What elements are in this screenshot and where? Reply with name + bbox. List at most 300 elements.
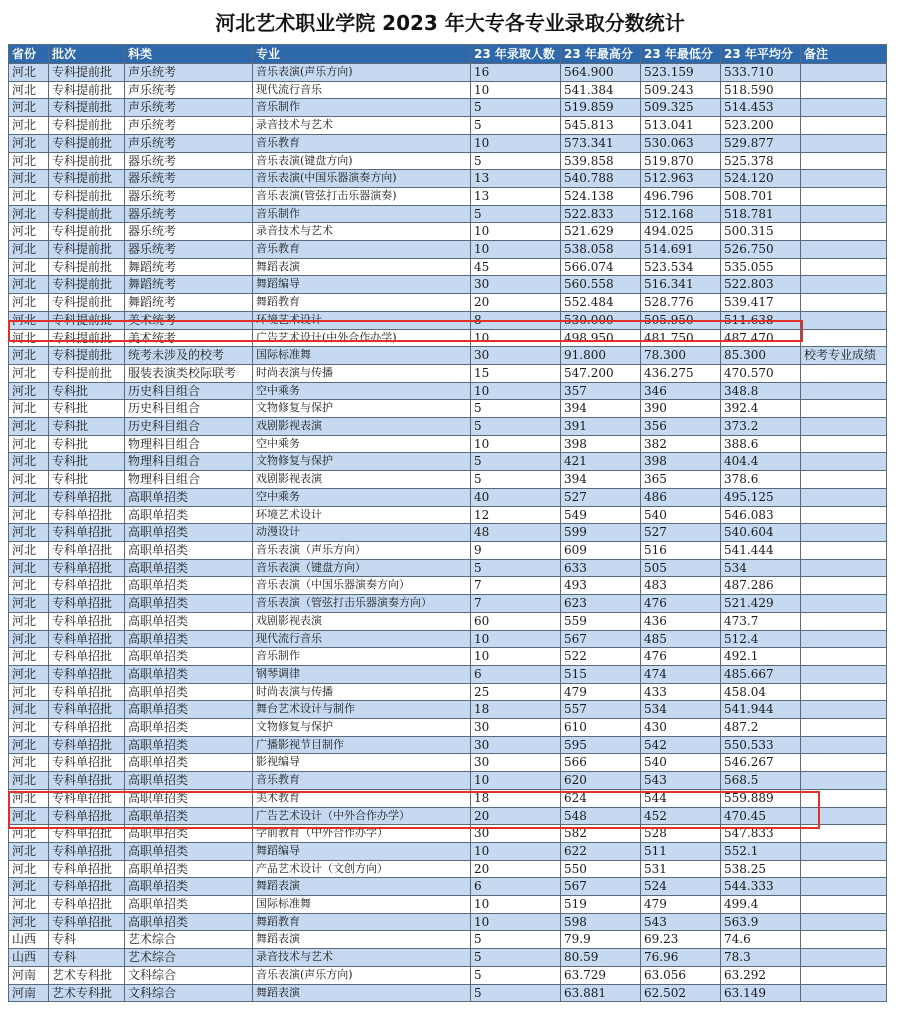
cell-enrolled: 5: [471, 949, 561, 967]
cell-enrolled: 13: [471, 187, 561, 205]
cell-category: 器乐统考: [125, 152, 253, 170]
cell-max-score: 530.000: [561, 311, 641, 329]
cell-remarks: [801, 736, 887, 754]
cell-avg-score: 470.570: [721, 364, 801, 382]
cell-avg-score: 378.6: [721, 471, 801, 489]
cell-batch: 专科批: [49, 400, 125, 418]
cell-avg-score: 546.267: [721, 754, 801, 772]
cell-enrolled: 25: [471, 683, 561, 701]
cell-min-score: 78.300: [641, 347, 721, 365]
cell-category: 高职单招类: [125, 506, 253, 524]
cell-min-score: 62.502: [641, 984, 721, 1002]
cell-batch: 专科: [49, 931, 125, 949]
cell-batch: 专科单招批: [49, 719, 125, 737]
table-row: [9, 471, 887, 489]
cell-province: 河北: [9, 241, 49, 259]
cell-batch: 专科批: [49, 418, 125, 436]
cell-max-score: 598: [561, 913, 641, 931]
cell-max-score: 609: [561, 541, 641, 559]
cell-max-score: 595: [561, 736, 641, 754]
cell-max-score: 566: [561, 754, 641, 772]
cell-province: 河北: [9, 471, 49, 489]
cell-category: 历史科目组合: [125, 400, 253, 418]
cell-enrolled: 18: [471, 789, 561, 807]
column-header-min-score: 23 年最低分: [641, 45, 721, 64]
cell-category: 统考未涉及的校考: [125, 347, 253, 365]
cell-province: 河北: [9, 896, 49, 914]
cell-remarks: [801, 984, 887, 1002]
cell-category: 历史科目组合: [125, 418, 253, 436]
table-row: [9, 311, 887, 329]
cell-max-score: 582: [561, 825, 641, 843]
cell-remarks: [801, 453, 887, 471]
table-row: [9, 896, 887, 914]
cell-max-score: 519: [561, 896, 641, 914]
cell-remarks: [801, 205, 887, 223]
cell-category: 声乐统考: [125, 117, 253, 135]
cell-province: 河北: [9, 736, 49, 754]
cell-province: 河北: [9, 541, 49, 559]
cell-batch: 专科单招批: [49, 630, 125, 648]
cell-enrolled: 5: [471, 471, 561, 489]
cell-avg-score: 538.25: [721, 860, 801, 878]
cell-batch: 专科单招批: [49, 878, 125, 896]
cell-remarks: [801, 559, 887, 577]
table-row: [9, 701, 887, 719]
cell-category: 高职单招类: [125, 842, 253, 860]
admission-score-table: [8, 44, 886, 1002]
table-row: [9, 860, 887, 878]
cell-enrolled: 16: [471, 64, 561, 82]
cell-min-score: 543: [641, 772, 721, 790]
cell-min-score: 476: [641, 648, 721, 666]
cell-category: 高职单招类: [125, 630, 253, 648]
cell-avg-score: 388.6: [721, 435, 801, 453]
cell-max-score: 610: [561, 719, 641, 737]
cell-major: 音乐表演（中国乐器演奏方向）: [253, 577, 471, 595]
cell-avg-score: 525.378: [721, 152, 801, 170]
cell-max-score: 394: [561, 471, 641, 489]
cell-max-score: 549: [561, 506, 641, 524]
cell-batch: 专科单招批: [49, 595, 125, 613]
cell-max-score: 421: [561, 453, 641, 471]
table-row: [9, 931, 887, 949]
cell-remarks: [801, 595, 887, 613]
cell-remarks: [801, 81, 887, 99]
cell-province: 河北: [9, 311, 49, 329]
cell-max-score: 80.59: [561, 949, 641, 967]
cell-category: 高职单招类: [125, 878, 253, 896]
cell-batch: 专科提前批: [49, 294, 125, 312]
cell-remarks: [801, 187, 887, 205]
cell-enrolled: 5: [471, 966, 561, 984]
cell-batch: 专科单招批: [49, 665, 125, 683]
table-row: [9, 772, 887, 790]
cell-min-score: 512.963: [641, 170, 721, 188]
cell-batch: 专科单招批: [49, 736, 125, 754]
cell-remarks: [801, 506, 887, 524]
cell-major: 舞蹈表演: [253, 931, 471, 949]
cell-province: 河北: [9, 612, 49, 630]
cell-batch: 专科提前批: [49, 311, 125, 329]
cell-enrolled: 60: [471, 612, 561, 630]
cell-major: 现代流行音乐: [253, 630, 471, 648]
cell-min-score: 63.056: [641, 966, 721, 984]
column-header-enrolled: 23 年录取人数: [471, 45, 561, 64]
table-body: [9, 64, 887, 1002]
cell-category: 高职单招类: [125, 913, 253, 931]
cell-min-score: 494.025: [641, 223, 721, 241]
cell-enrolled: 7: [471, 595, 561, 613]
cell-remarks: [801, 364, 887, 382]
cell-major: 国际标准舞: [253, 347, 471, 365]
cell-min-score: 483: [641, 577, 721, 595]
cell-remarks: [801, 99, 887, 117]
column-header-avg-score: 23 年平均分: [721, 45, 801, 64]
cell-province: 河北: [9, 435, 49, 453]
cell-batch: 专科提前批: [49, 134, 125, 152]
cell-avg-score: 526.750: [721, 241, 801, 259]
cell-max-score: 567: [561, 630, 641, 648]
cell-enrolled: 10: [471, 842, 561, 860]
cell-batch: 专科单招批: [49, 683, 125, 701]
cell-category: 声乐统考: [125, 99, 253, 117]
cell-province: 河北: [9, 825, 49, 843]
cell-province: 河北: [9, 754, 49, 772]
cell-batch: 专科单招批: [49, 842, 125, 860]
cell-max-score: 522: [561, 648, 641, 666]
cell-min-score: 523.534: [641, 258, 721, 276]
cell-enrolled: 5: [471, 931, 561, 949]
cell-batch: 艺术专科批: [49, 966, 125, 984]
cell-major: 文物修复与保护: [253, 400, 471, 418]
cell-remarks: [801, 754, 887, 772]
cell-remarks: [801, 966, 887, 984]
cell-max-score: 559: [561, 612, 641, 630]
cell-province: 山西: [9, 949, 49, 967]
cell-batch: 专科提前批: [49, 81, 125, 99]
cell-province: 河北: [9, 329, 49, 347]
cell-min-score: 512.168: [641, 205, 721, 223]
cell-category: 器乐统考: [125, 241, 253, 259]
cell-min-score: 346: [641, 382, 721, 400]
cell-enrolled: 18: [471, 701, 561, 719]
cell-enrolled: 30: [471, 736, 561, 754]
cell-avg-score: 473.7: [721, 612, 801, 630]
table-row: [9, 648, 887, 666]
column-header-category: 科类: [125, 45, 253, 64]
cell-province: 河北: [9, 524, 49, 542]
cell-batch: 专科单招批: [49, 488, 125, 506]
cell-category: 高职单招类: [125, 648, 253, 666]
table-row: [9, 577, 887, 595]
cell-remarks: [801, 134, 887, 152]
table-row: [9, 400, 887, 418]
cell-min-score: 365: [641, 471, 721, 489]
cell-enrolled: 10: [471, 435, 561, 453]
cell-enrolled: 5: [471, 559, 561, 577]
table-row: [9, 152, 887, 170]
cell-min-score: 511: [641, 842, 721, 860]
table-row: [9, 506, 887, 524]
table-row: [9, 878, 887, 896]
cell-province: 河北: [9, 294, 49, 312]
cell-enrolled: 40: [471, 488, 561, 506]
cell-avg-score: 550.533: [721, 736, 801, 754]
cell-remarks: [801, 524, 887, 542]
cell-major: 音乐制作: [253, 205, 471, 223]
cell-max-score: 493: [561, 577, 641, 595]
cell-avg-score: 495.125: [721, 488, 801, 506]
cell-batch: 专科单招批: [49, 506, 125, 524]
cell-avg-score: 487.470: [721, 329, 801, 347]
table-row: [9, 984, 887, 1002]
cell-major: 舞蹈编导: [253, 276, 471, 294]
cell-remarks: [801, 648, 887, 666]
cell-max-score: 521.629: [561, 223, 641, 241]
cell-major: 文物修复与保护: [253, 453, 471, 471]
cell-min-score: 524: [641, 878, 721, 896]
cell-category: 高职单招类: [125, 665, 253, 683]
cell-avg-score: 546.083: [721, 506, 801, 524]
cell-major: 空中乘务: [253, 382, 471, 400]
cell-major: 舞蹈教育: [253, 294, 471, 312]
cell-category: 文科综合: [125, 966, 253, 984]
cell-avg-score: 500.315: [721, 223, 801, 241]
cell-category: 物理科目组合: [125, 471, 253, 489]
cell-avg-score: 547.833: [721, 825, 801, 843]
cell-remarks: [801, 577, 887, 595]
cell-province: 河北: [9, 506, 49, 524]
cell-avg-score: 392.4: [721, 400, 801, 418]
cell-batch: 专科提前批: [49, 241, 125, 259]
cell-avg-score: 535.055: [721, 258, 801, 276]
cell-enrolled: 7: [471, 577, 561, 595]
table-row: [9, 117, 887, 135]
cell-category: 高职单招类: [125, 683, 253, 701]
cell-province: 河北: [9, 453, 49, 471]
table-row: [9, 205, 887, 223]
cell-category: 高职单招类: [125, 896, 253, 914]
cell-min-score: 531: [641, 860, 721, 878]
cell-province: 河北: [9, 842, 49, 860]
cell-enrolled: 10: [471, 134, 561, 152]
cell-remarks: [801, 382, 887, 400]
cell-category: 声乐统考: [125, 64, 253, 82]
cell-avg-score: 78.3: [721, 949, 801, 967]
cell-max-score: 398: [561, 435, 641, 453]
cell-min-score: 485: [641, 630, 721, 648]
cell-batch: 艺术专科批: [49, 984, 125, 1002]
cell-batch: 专科单招批: [49, 789, 125, 807]
table-row: [9, 736, 887, 754]
cell-avg-score: 533.710: [721, 64, 801, 82]
cell-avg-score: 492.1: [721, 648, 801, 666]
cell-min-score: 509.243: [641, 81, 721, 99]
cell-batch: 专科单招批: [49, 701, 125, 719]
column-header-max-score: 23 年最高分: [561, 45, 641, 64]
cell-remarks: [801, 541, 887, 559]
cell-avg-score: 63.149: [721, 984, 801, 1002]
cell-batch: 专科批: [49, 435, 125, 453]
cell-major: 音乐表演(管弦打击乐器演奏): [253, 187, 471, 205]
cell-enrolled: 5: [471, 453, 561, 471]
cell-enrolled: 30: [471, 347, 561, 365]
cell-category: 美术统考: [125, 329, 253, 347]
table-row: [9, 329, 887, 347]
cell-remarks: [801, 630, 887, 648]
cell-avg-score: 373.2: [721, 418, 801, 436]
cell-category: 高职单招类: [125, 595, 253, 613]
cell-remarks: [801, 64, 887, 82]
cell-category: 声乐统考: [125, 134, 253, 152]
table-row: [9, 435, 887, 453]
cell-max-score: 357: [561, 382, 641, 400]
cell-max-score: 479: [561, 683, 641, 701]
cell-batch: 专科单招批: [49, 860, 125, 878]
cell-province: 河北: [9, 400, 49, 418]
cell-remarks: [801, 807, 887, 825]
cell-min-score: 76.96: [641, 949, 721, 967]
table-row: [9, 187, 887, 205]
cell-major: 舞蹈教育: [253, 913, 471, 931]
cell-avg-score: 508.701: [721, 187, 801, 205]
cell-enrolled: 10: [471, 648, 561, 666]
cell-remarks: [801, 435, 887, 453]
cell-batch: 专科单招批: [49, 648, 125, 666]
cell-category: 高职单招类: [125, 577, 253, 595]
cell-category: 艺术综合: [125, 931, 253, 949]
cell-max-score: 63.881: [561, 984, 641, 1002]
cell-max-score: 522.833: [561, 205, 641, 223]
cell-avg-score: 514.453: [721, 99, 801, 117]
cell-category: 高职单招类: [125, 488, 253, 506]
cell-enrolled: 13: [471, 170, 561, 188]
cell-major: 音乐制作: [253, 99, 471, 117]
cell-batch: 专科单招批: [49, 559, 125, 577]
cell-remarks: [801, 488, 887, 506]
cell-min-score: 486: [641, 488, 721, 506]
cell-max-score: 498.950: [561, 329, 641, 347]
cell-min-score: 544: [641, 789, 721, 807]
cell-province: 河北: [9, 665, 49, 683]
cell-min-score: 505: [641, 559, 721, 577]
cell-category: 高职单招类: [125, 772, 253, 790]
cell-enrolled: 20: [471, 860, 561, 878]
cell-remarks: 校考专业成绩: [801, 347, 887, 365]
cell-batch: 专科提前批: [49, 329, 125, 347]
cell-category: 高职单招类: [125, 825, 253, 843]
cell-avg-score: 512.4: [721, 630, 801, 648]
table-row: [9, 595, 887, 613]
cell-province: 河北: [9, 683, 49, 701]
cell-major: 音乐教育: [253, 241, 471, 259]
cell-max-score: 540.788: [561, 170, 641, 188]
cell-remarks: [801, 949, 887, 967]
cell-enrolled: 5: [471, 152, 561, 170]
cell-avg-score: 541.944: [721, 701, 801, 719]
cell-province: 河北: [9, 187, 49, 205]
table-row: [9, 258, 887, 276]
cell-remarks: [801, 860, 887, 878]
cell-min-score: 519.870: [641, 152, 721, 170]
cell-category: 高职单招类: [125, 612, 253, 630]
cell-category: 服装表演类校际联考: [125, 364, 253, 382]
column-header-batch: 批次: [49, 45, 125, 64]
cell-category: 物理科目组合: [125, 435, 253, 453]
cell-province: 河北: [9, 99, 49, 117]
table-row: [9, 825, 887, 843]
cell-min-score: 513.041: [641, 117, 721, 135]
cell-major: 录音技术与艺术: [253, 117, 471, 135]
cell-major: 音乐教育: [253, 772, 471, 790]
cell-major: 学前教育（中外合作办学）: [253, 825, 471, 843]
cell-remarks: [801, 825, 887, 843]
cell-remarks: [801, 400, 887, 418]
cell-remarks: [801, 896, 887, 914]
cell-major: 音乐表演(键盘方向): [253, 152, 471, 170]
cell-major: 时尚表演与传播: [253, 364, 471, 382]
cell-category: 高职单招类: [125, 541, 253, 559]
cell-batch: 专科提前批: [49, 187, 125, 205]
cell-major: 环境艺术设计: [253, 506, 471, 524]
cell-max-score: 633: [561, 559, 641, 577]
cell-enrolled: 20: [471, 807, 561, 825]
cell-avg-score: 540.604: [721, 524, 801, 542]
table-row: [9, 99, 887, 117]
cell-batch: 专科单招批: [49, 913, 125, 931]
cell-remarks: [801, 276, 887, 294]
cell-category: 高职单招类: [125, 789, 253, 807]
cell-avg-score: 348.8: [721, 382, 801, 400]
cell-batch: 专科单招批: [49, 825, 125, 843]
cell-remarks: [801, 170, 887, 188]
cell-major: 戏剧影视表演: [253, 612, 471, 630]
cell-min-score: 534: [641, 701, 721, 719]
table-row: [9, 559, 887, 577]
cell-province: 河北: [9, 772, 49, 790]
table-row: [9, 754, 887, 772]
table-row: [9, 170, 887, 188]
cell-enrolled: 20: [471, 294, 561, 312]
table-row: [9, 241, 887, 259]
cell-remarks: [801, 329, 887, 347]
cell-major: 录音技术与艺术: [253, 949, 471, 967]
cell-major: 舞蹈表演: [253, 984, 471, 1002]
cell-enrolled: 6: [471, 665, 561, 683]
cell-province: 河北: [9, 258, 49, 276]
table-row: [9, 364, 887, 382]
cell-province: 河北: [9, 418, 49, 436]
cell-min-score: 390: [641, 400, 721, 418]
cell-avg-score: 404.4: [721, 453, 801, 471]
cell-province: 河北: [9, 81, 49, 99]
cell-min-score: 540: [641, 754, 721, 772]
cell-province: 河北: [9, 152, 49, 170]
cell-min-score: 382: [641, 435, 721, 453]
cell-enrolled: 10: [471, 81, 561, 99]
column-header-major: 专业: [253, 45, 471, 64]
cell-category: 文科综合: [125, 984, 253, 1002]
cell-province: 河北: [9, 648, 49, 666]
cell-major: 广告艺术设计（中外合作办学）: [253, 807, 471, 825]
cell-enrolled: 10: [471, 241, 561, 259]
cell-avg-score: 552.1: [721, 842, 801, 860]
cell-enrolled: 10: [471, 896, 561, 914]
cell-max-score: 91.800: [561, 347, 641, 365]
cell-min-score: 514.691: [641, 241, 721, 259]
cell-avg-score: 499.4: [721, 896, 801, 914]
